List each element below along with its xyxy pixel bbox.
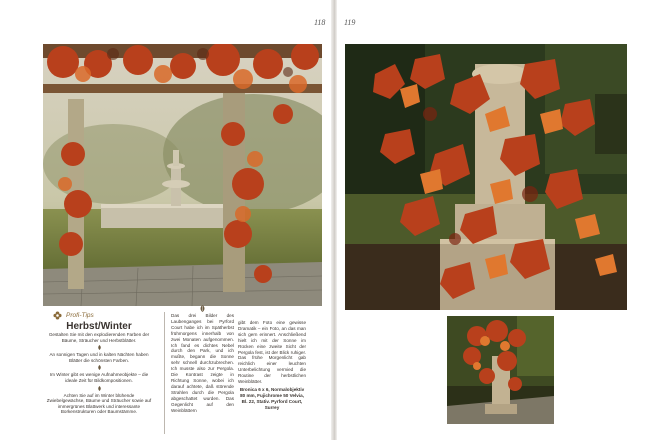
- profi-tips-box: [43, 311, 155, 436]
- body-paragraph: Das drei Bilder des Laubenganges bei Pyrford Court habe ich im Spätherbst frühmorgens innerhalb von zwei Monaten aufgenommen. Ich fand es dichtes Nebel durch den Park, und ich mußte, begann die Sonne sehr schnell durchzubrechen. Ich musste also zur Pergola. Die Kontrast zeigte in Richtung Sonne, wobei ich darauf achtete, daß störende Strahlen durch die Pergola abgeschattet wurden. Das Gegenlicht auf den Weinblättern: [171, 313, 234, 413]
- tip-item: An sonnigen Tagen und in kalten Nächten haben Blätter die schönsten Farben.: [49, 352, 149, 363]
- page-number-right: 119: [344, 18, 356, 27]
- photo-credit: Bronica 6 x 6, Normalobjektiv 80 mm, Fujichrome 50 Velvia, Bl. 22, Stativ. Pyrford Court, Surrey: [239, 386, 305, 410]
- tip-item: Achten Sie auf im Winter blühende Zwiebelgewächse, Bäume und Sträucher sowie auf immergrünes Blattwerk und interessante Borkenstrukturen oder Baumstämme.: [46, 392, 152, 415]
- body-text-column-2: [238, 320, 306, 411]
- tip-item: Im Winter gibt es wenige Aufnahmeobjekte – die ideale Zeit für Bildkompositionen.: [49, 372, 149, 383]
- book-gutter: [331, 0, 337, 440]
- profi-tips-kicker: Profi-Tips: [66, 312, 94, 319]
- photo-vine-on-urn: [345, 44, 627, 310]
- leaf-ornament-icon: [199, 305, 206, 312]
- profi-tips-title: Herbst/Winter: [66, 321, 132, 332]
- profi-tips-header: [43, 311, 155, 320]
- column-divider: [164, 312, 165, 434]
- leaf-separator-icon: [97, 345, 102, 350]
- leaf-separator-icon: [97, 386, 102, 391]
- leaf-separator-icon: [97, 365, 102, 370]
- page-number-left: 118: [314, 18, 326, 27]
- photo-pergola-garden: [43, 44, 322, 306]
- photo-autumn-urn: [447, 316, 554, 424]
- tip-item: Gestalten Sie mit den explodierenden Farben der Bäume, Sträucher und Herbstblätter.: [48, 332, 150, 343]
- body-text-column-1: [171, 313, 234, 413]
- body-paragraph: gibt dem Foto eine gewisse Dramatik – ein Foto, an das man sich gern erinnert. Anschließend hielt ich mit der Sonne im Rücken eine zweite Sicht der Pergola fest, ist der Blick ruhiger. Das frühe Morgenlicht gab reichlich einer leuchten Unterbelichtung vermied die Routine der herbstlichen Weinblätter.: [238, 320, 306, 385]
- flower-icon: [53, 311, 62, 320]
